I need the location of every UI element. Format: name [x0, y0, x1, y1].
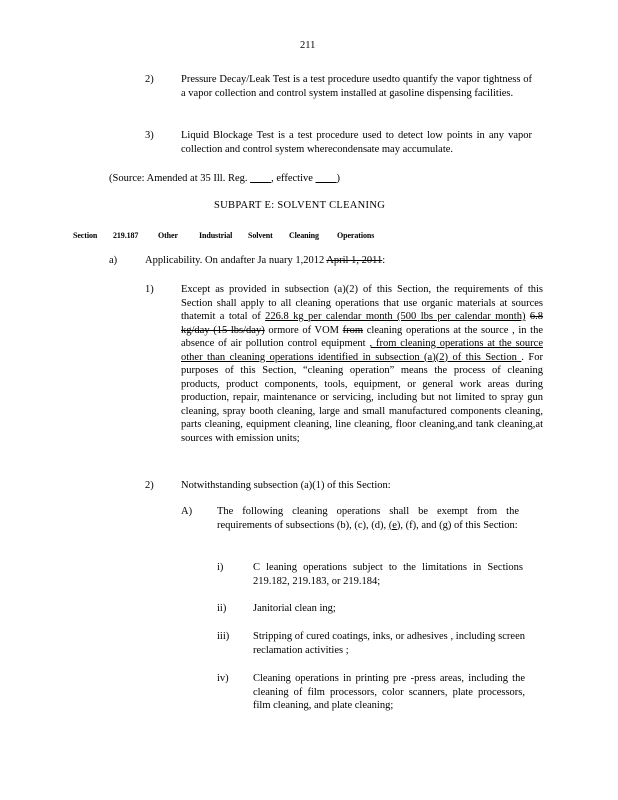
item-number: 2)	[145, 74, 154, 85]
paragraph-applicability-body: Except as provided in subsection (a)(2) of this Section, the requirements of this Section shall apply to all cleaning operations that use organic materials at sources thatemit a total of 226.8 kg per calendar month (500 lbs per calendar month) 6.8 kg/day (15 lbs/day) ormore of VOM from cleaning operations at the source , in the absence of air pollution control equipment , from cleaning operations at the source other than cleaning operations identified in subsection (a)(2) of this Section . For purposes of this Section, “cleaning operation” means the process of cleaning products, product components, tools, equipment, or general work areas during production, repair, maintenance or servicing, including but not limited to spray gun cleaning, spray booth cleaning, large and small manufactured components cleaning, parts cleaning, equipment cleaning, line cleaning, floor cleaning,and tank cleaning,at sources with emission units;	[181, 284, 544, 444]
subparagraph-number: A)	[181, 506, 193, 517]
section-title-word: Industrial	[199, 231, 233, 240]
list-item: Stripping of cured coatings, inks, or adhesives , including screen reclamation activities ;	[253, 631, 525, 656]
section-number: 219.187	[113, 231, 139, 240]
list-item-number: iv)	[217, 673, 229, 684]
paragraph-notwithstanding: Notwithstanding subsection (a)(1) of this Section:	[181, 480, 391, 491]
source-note: (Source: Amended at 35 Ill. Reg. ____, effective ____)	[109, 173, 341, 184]
list-item-number: iii)	[217, 631, 230, 642]
deleted-text: 6.8 kg/day (15 lbs/day)	[181, 311, 544, 336]
section-title-word: Cleaning	[289, 231, 319, 240]
paragraph-number: 1)	[145, 284, 154, 295]
list-item: C leaning operations subject to the limitations in Sections 219.182, 219.183, or 219.184;	[253, 562, 523, 587]
list-item-number: ii)	[217, 603, 227, 614]
subsection-number: a)	[109, 255, 118, 266]
section-title-word: Operations	[337, 231, 375, 240]
section-title-word: Solvent	[248, 231, 273, 240]
list-item-number: i)	[217, 562, 224, 573]
subpart-heading: SUBPART E: SOLVENT CLEANING	[214, 200, 386, 211]
paragraph-number: 2)	[145, 480, 154, 491]
definition-pressure-decay: Pressure Decay/Leak Test is a test procedure usedto quantify the vapor tightness of a vapor collection and control system installed at gasoline dispensing facilities.	[181, 74, 532, 99]
list-item: Cleaning operations in printing pre -press areas, including the cleaning of film processors, color scanners, plate processors, film cleaning, and plate cleaning;	[253, 673, 525, 711]
definition-liquid-blockage: Liquid Blockage Test is a test procedure used to detect low points in any vapor collection and control system wherecondensate may accumulate.	[181, 130, 532, 155]
subparagraph-exemptions: The following cleaning operations shall be exempt from the requirements of subsections (b), (c), (d), (e), (f), and (g) of this Section:	[217, 506, 519, 531]
deleted-text: from	[342, 324, 364, 336]
section-label: Section	[73, 231, 98, 240]
inserted-text: , from cleaning operations at the source other than cleaning operations identified in subsection (a)(2) of this Section	[181, 338, 543, 363]
applicability-line: Applicability. On andafter Ja nuary 1,2012 April 1, 2011:	[145, 255, 386, 266]
inserted-text: (e),	[388, 519, 404, 531]
page-number: 211	[300, 40, 316, 51]
list-item: Janitorial clean ing;	[253, 603, 336, 614]
section-title-word: Other	[158, 231, 178, 240]
item-number: 3)	[145, 130, 154, 141]
inserted-text: 226.8 kg per calendar month (500 lbs per calendar month)	[265, 311, 526, 322]
